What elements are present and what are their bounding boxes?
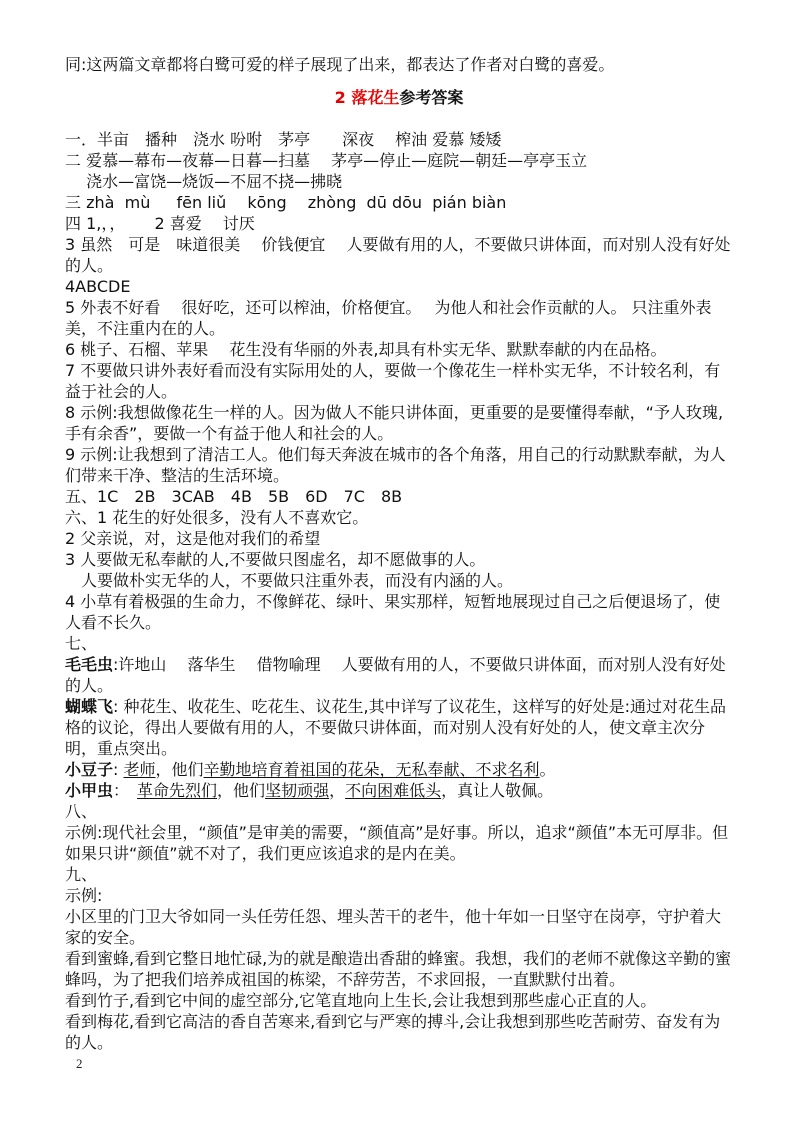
text-segment: ，真让人敬佩。 bbox=[441, 781, 554, 800]
text-segment: 三 zhà mù fēn liǔ kōng zhòng dū dōu pián biàn bbox=[65, 193, 507, 212]
answer-q4-7 bbox=[65, 360, 733, 402]
section-7-heading bbox=[65, 633, 733, 654]
text-segment: 不向困难低头 bbox=[345, 781, 442, 800]
answer-maomaochong bbox=[65, 654, 733, 696]
answer-q4-6 bbox=[65, 339, 733, 360]
answer-q5-choices bbox=[65, 486, 733, 507]
intro-comparison-answer bbox=[65, 54, 733, 75]
answer-q4-4 bbox=[65, 276, 733, 297]
text-segment: 小区里的门卫大爷如同一头任劳任怨、埋头苦干的老牛，他十年如一日坚守在岗亭，守护着大家的安全。 bbox=[65, 907, 722, 947]
text-segment: 示例: bbox=[65, 886, 103, 905]
answer-q6-4 bbox=[65, 591, 733, 633]
answer-q4-5 bbox=[65, 297, 733, 339]
text-segment: 浇水—富饶—烧饭—不屈不挠—拂晓 bbox=[65, 172, 343, 191]
text-segment: 看到竹子,看到它中间的虚空部分,它笔直地向上生长,会让我想到那些虚心正直的人。 bbox=[65, 991, 657, 1010]
text-segment: 3 虽然 可是 味道很美 价钱便宜 人要做有用的人，不要做只讲体面，而对别人没有好处的人。 bbox=[65, 235, 731, 275]
text-segment: 4 小草有着极强的生命力，不像鲜花、绿叶、果实那样，短暂地展现过自己之后便退场了，使人看不长久。 bbox=[65, 592, 721, 632]
speaker-label: 小甲虫 bbox=[65, 781, 114, 800]
text-segment: 2 父亲说，对，这是他对我们的希望 bbox=[65, 529, 321, 548]
speaker-label: 小豆子 bbox=[65, 760, 114, 779]
text-segment: 3 人要做无私奉献的人,不要做只图虚名，却不愿做事的人。 bbox=[65, 550, 486, 569]
answer-sheet bbox=[65, 54, 733, 1053]
section-9-heading bbox=[65, 864, 733, 885]
text-segment: 6 桃子、石榴、苹果 花生没有华丽的外表,却具有朴实无华、默默奉献的内在品格。 bbox=[65, 340, 667, 359]
text-segment: ，他们 bbox=[217, 781, 266, 800]
text-segment: 同:这两篇文章都将白鹭可爱的样子展现了出来，都表达了作者对白鹭的喜爱。 bbox=[65, 55, 615, 74]
text-segment: 九、 bbox=[65, 865, 98, 884]
text-segment: 八、 bbox=[65, 802, 98, 821]
answer-section-9-bamboo bbox=[65, 990, 733, 1011]
text-segment: 4ABCDE bbox=[65, 277, 131, 296]
answer-q6-1 bbox=[65, 507, 733, 528]
text-segment: 四 1,，， 2 喜爱 讨厌 bbox=[65, 214, 255, 233]
answer-q2-continued bbox=[65, 171, 733, 192]
answer-section-9-ox bbox=[65, 906, 733, 948]
text-segment: ： bbox=[113, 781, 138, 800]
answer-q6-2 bbox=[65, 528, 733, 549]
answer-section-9-bee bbox=[65, 948, 733, 990]
text-segment: 二 爱慕—幕布—夜幕—日暮—扫墓 茅亭—停止—庭院—朝廷—亭亭玉立 bbox=[65, 151, 588, 170]
answer-xiaodouzi bbox=[65, 759, 733, 780]
section-8-heading bbox=[65, 801, 733, 822]
speaker-label: 毛毛虫 bbox=[65, 655, 114, 674]
text-segment: 9 示例:让我想到了清洁工人。他们每天奔波在城市的各个角落，用自己的行动默默奉献，为人们带来干净、整洁的生活环境。 bbox=[65, 445, 726, 485]
text-segment: 看到蜜蜂,看到它整日地忙碌,为的就是酿造出香甜的蜂蜜。我想，我们的老师不就像这辛勤的蜜蜂吗，为了把我们培养成祖国的栋梁，不辞劳苦，不求回报，一直默默付出着。 bbox=[65, 949, 732, 989]
answer-section-9-label bbox=[65, 885, 733, 906]
text-segment: 7 不要做只讲外表好看而没有实际用处的人，要做一个像花生一样朴实无华，不计较名利，有益于社会的人。 bbox=[65, 361, 721, 401]
answer-hudiefei bbox=[65, 696, 733, 759]
text-segment: :许地山 落华生 借物喻理 人要做有用的人，不要做只讲体面，而对别人没有好处的人。 bbox=[65, 655, 726, 695]
answer-q1-words bbox=[65, 129, 733, 150]
answer-xiaojiachong bbox=[65, 780, 733, 801]
text-segment: 示例:现代社会里，“颜值”是审美的需要，“颜值高”是好事。所以，追求“颜值”本无可厚非。但如果只讲“颜值”就不对了，我们更应该追求的是内在美。 bbox=[65, 823, 729, 863]
section-title bbox=[65, 87, 733, 108]
lesson-number-title: 2 落花生 bbox=[334, 88, 400, 107]
text-segment: 8 示例:我想做像花生一样的人。因为做人不能只讲体面，更重要的是要懂得奉献，“予人玫瑰,手有余香”，要做一个有益于他人和社会的人。 bbox=[65, 403, 724, 443]
text-segment: 老师 bbox=[123, 760, 156, 779]
text-segment: 坚韧顽强 bbox=[265, 781, 330, 800]
text-segment: 六、1 花生的好处很多，没有人不喜欢它。 bbox=[65, 508, 369, 527]
text-segment: 七、 bbox=[65, 634, 98, 653]
answer-key-label: 参考答案 bbox=[399, 88, 464, 107]
text-segment: : 种花生、收花生、吃花生、议花生,其中详写了议花生，这样写的好处是:通过对花生品格的议论，得出人要做有用的人，不要做只讲体面，而对别人没有好处的人，使文章主次分明，重点突出。 bbox=[65, 697, 726, 758]
answer-section-9-plum bbox=[65, 1011, 733, 1053]
text-segment: ，他们 bbox=[155, 760, 204, 779]
text-segment: : bbox=[113, 760, 124, 779]
speaker-label: 蝴蝶飞 bbox=[65, 697, 114, 716]
answer-q6-3 bbox=[65, 549, 733, 570]
text-segment: 看到梅花,看到它高洁的香自苦寒来,看到它与严寒的搏斗,会让我想到那些吃苦耐劳、奋发有为的人。 bbox=[65, 1012, 721, 1052]
text-segment: 5 外表不好看 很好吃，还可以榨油，价格便宜。 为他人和社会作贡献的人。 只注重外表美，不注重内在的人。 bbox=[65, 298, 712, 338]
answer-q2-word-chains bbox=[65, 150, 733, 171]
text-segment: 革命先烈们 bbox=[137, 781, 218, 800]
text-segment: ， bbox=[329, 781, 346, 800]
blank-line bbox=[65, 108, 733, 129]
text-segment: 辛勤地培育着祖国的花朵，无私奉献、不求名利 bbox=[203, 760, 540, 779]
text-segment: 一．半亩 播种 浇水 吩咐 茅亭 深夜 榨油 爱慕 矮矮 bbox=[65, 130, 502, 149]
answer-q3-pinyin bbox=[65, 192, 733, 213]
answer-q4-8 bbox=[65, 402, 733, 444]
text-segment: 。 bbox=[539, 760, 556, 779]
text-segment: 五、1C 2B 3CAB 4B 5B 6D 7C 8B bbox=[65, 487, 403, 506]
answer-q6-3-continued bbox=[65, 570, 733, 591]
answer-q4-9 bbox=[65, 444, 733, 486]
answer-q4-3 bbox=[65, 234, 733, 276]
answer-section-8 bbox=[65, 822, 733, 864]
page-number: 2 bbox=[76, 1056, 83, 1071]
text-segment: 人要做朴实无华的人，不要做只注重外表，而没有内涵的人。 bbox=[65, 571, 514, 590]
answer-q4-1-2 bbox=[65, 213, 733, 234]
